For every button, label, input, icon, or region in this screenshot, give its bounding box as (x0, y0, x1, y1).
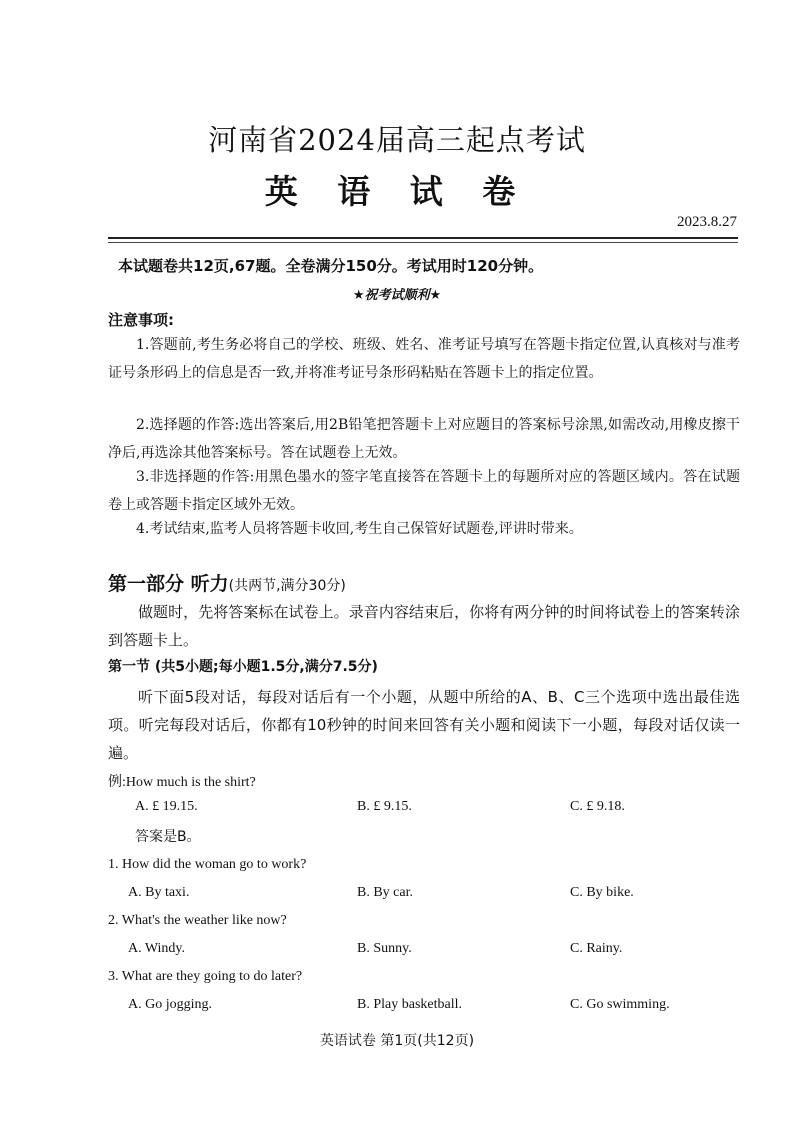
question-1-option-c: C. By bike. (570, 885, 634, 900)
section1-instructions: 听下面5段对话，每段对话后有一个小题，从题中所给的A、B、C三个选项中选出最佳选项。听完每段对话后，你都有10秒钟的时间来回答有关小题和阅读下一小题，每段对话仅读一遍。 (108, 688, 740, 762)
question-2-option-a: A. Windy. (128, 941, 185, 956)
notice-title: 注意事项: (108, 311, 174, 329)
section1-title: 第一节 (共5小题;每小题1.5分,满分7.5分) (108, 659, 378, 675)
notice-item: 3.非选择题的作答:用黑色墨水的签字笔直接答在答题卡上的每题所对应的答题区域内。答在试题卷上或答题卡指定区域外无效。 (108, 469, 740, 513)
example-option-b: B. £ 9.15. (357, 799, 412, 814)
question-2-option-c: C. Rainy. (570, 941, 623, 956)
notice-item: 1.答题前,考生务必将自己的学校、班级、姓名、准考证号填写在答题卡指定位置,认真核对与准考证号条形码上的信息是否一致,并将准考证号条形码粘贴在答题卡上的指定位置。 (108, 337, 740, 381)
example-answer: 答案是B。 (135, 829, 201, 845)
header-rule-thick (108, 237, 738, 239)
question-2-option-b: B. Sunny. (357, 941, 412, 956)
question-3-option-b: B. Play basketball. (357, 997, 462, 1012)
page-footer: 英语试卷 第1页(共12页) (319, 1033, 475, 1049)
notice-item: 4.考试结束,监考人员将答题卡收回,考生自己保管好试题卷,评讲时带来。 (136, 521, 583, 537)
header-rule-thin (108, 242, 738, 243)
good-luck-line: ★祝考试顺利★ (352, 288, 442, 303)
question-3-option-c: C. Go swimming. (570, 997, 670, 1012)
exam-date: 2023.8.27 (677, 214, 737, 230)
question-1: 1. How did the woman go to work? (108, 857, 307, 872)
example-option-c: C. £ 9.18. (570, 799, 625, 814)
question-3: 3. What are they going to do later? (108, 969, 303, 984)
part1-instructions: 做题时，先将答案标在试卷上。录音内容结束后，你将有两分钟的时间将试卷上的答案转涂到答题卡上。 (108, 603, 740, 649)
question-3-option-a: A. Go jogging. (128, 997, 212, 1012)
exam-title: 河南省2024届高三起点考试 (208, 123, 586, 157)
question-1-option-a: A. By taxi. (128, 885, 190, 900)
question-2: 2. What's the weather like now? (108, 913, 287, 928)
part1-score: (共两节,满分30分) (228, 578, 346, 594)
part1-title: 第一部分 听力 (108, 573, 229, 595)
part1-heading (108, 569, 346, 596)
exam-subject-title: 英 语 试 卷 (264, 172, 530, 211)
example-question: 例:How much is the shirt? (108, 775, 256, 790)
question-1-option-b: B. By car. (357, 885, 413, 900)
notice-item: 2.选择题的作答:选出答案后,用2B铅笔把答题卡上对应题目的答案标号涂黑,如需改动,用橡皮擦干净后,再选涂其他答案标号。答在试题卷上无效。 (108, 417, 740, 461)
exam-intro: 本试题卷共12页,67题。全卷满分150分。考试用时120分钟。 (118, 257, 544, 275)
example-option-a: A. £ 19.15. (135, 799, 198, 814)
